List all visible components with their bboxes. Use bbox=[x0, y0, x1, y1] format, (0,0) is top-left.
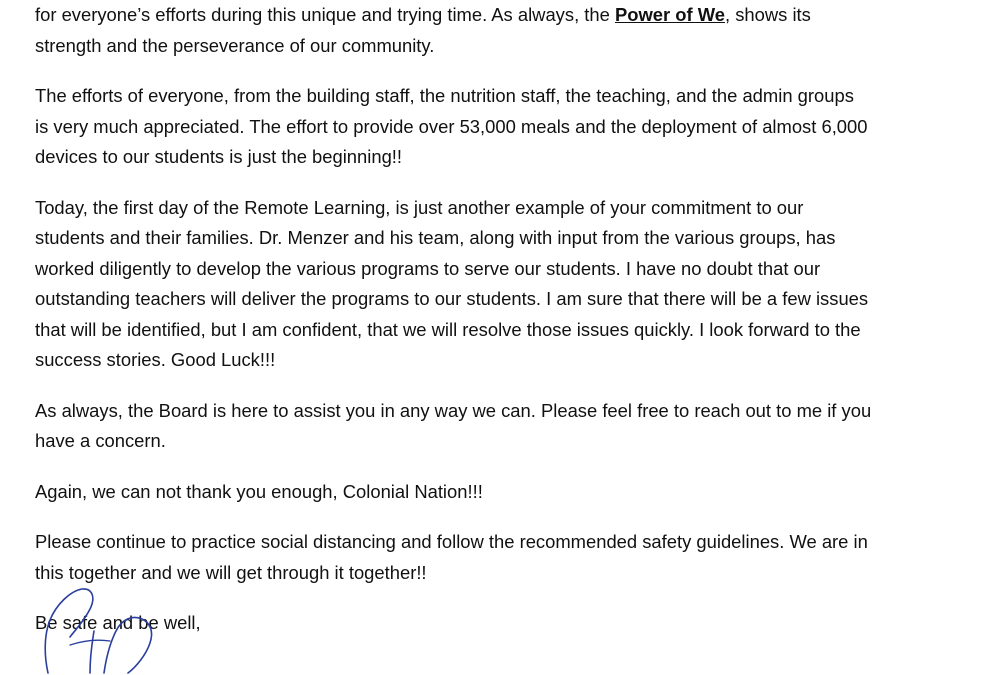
paragraph-remote-learning bbox=[35, 193, 980, 376]
text-run: for everyone’s efforts during this unique and trying time. As always, the bbox=[35, 4, 615, 25]
power-of-we-emphasis: Power of We bbox=[614, 4, 725, 25]
paragraph-line: Again, we can not thank you enough, Colonial Nation!!! bbox=[35, 480, 483, 502]
text-run: , shows its bbox=[725, 4, 811, 25]
paragraph-power-of-we bbox=[35, 0, 980, 61]
paragraph-line: is very much appreciated. The effort to provide over 53,000 meals and the deployment of almost 6,000 bbox=[35, 115, 868, 137]
paragraph-line: this together and we will get through it together!! bbox=[35, 561, 427, 583]
paragraph-line: outstanding teachers will deliver the programs to our students. I am sure that there will be a few issues bbox=[35, 288, 869, 309]
paragraph-social-distancing bbox=[35, 527, 980, 588]
paragraph-line: As always, the Board is here to assist you in any way we can. Please feel free to reach out to me if you bbox=[35, 399, 872, 421]
closing-line bbox=[35, 608, 980, 639]
paragraph-line: strength and the perseverance of our community. bbox=[35, 34, 435, 56]
paragraph-line: The efforts of everyone, from the building staff, the nutrition staff, the teaching, and the admin groups bbox=[35, 85, 854, 106]
paragraph-line: worked diligently to develop the various programs to serve our students. I have no doubt that our bbox=[35, 257, 821, 279]
paragraph-board-assist bbox=[35, 396, 980, 457]
paragraph-line: that will be identified, but I am confident, that we will resolve those issues quickly. I look forward to the bbox=[35, 318, 861, 340]
paragraph-line: students and their families. Dr. Menzer and his team, along with input from the various groups, has bbox=[35, 227, 836, 248]
paragraph-efforts bbox=[35, 81, 980, 173]
paragraph-line: Today, the first day of the Remote Learning, is just another example of your commitment to our bbox=[35, 196, 804, 218]
closing-text: Be safe and be well, bbox=[35, 612, 201, 633]
paragraph-line: Please continue to practice social distancing and follow the recommended safety guidelines. We are in bbox=[35, 531, 868, 552]
paragraph-line: have a concern. bbox=[35, 430, 166, 451]
paragraph-line bbox=[35, 0, 980, 31]
paragraph-thanks bbox=[35, 477, 980, 508]
letter-body bbox=[35, 0, 980, 639]
paragraph-line: devices to our students is just the beginning!! bbox=[35, 146, 403, 167]
paragraph-line: success stories. Good Luck!!! bbox=[35, 349, 276, 370]
